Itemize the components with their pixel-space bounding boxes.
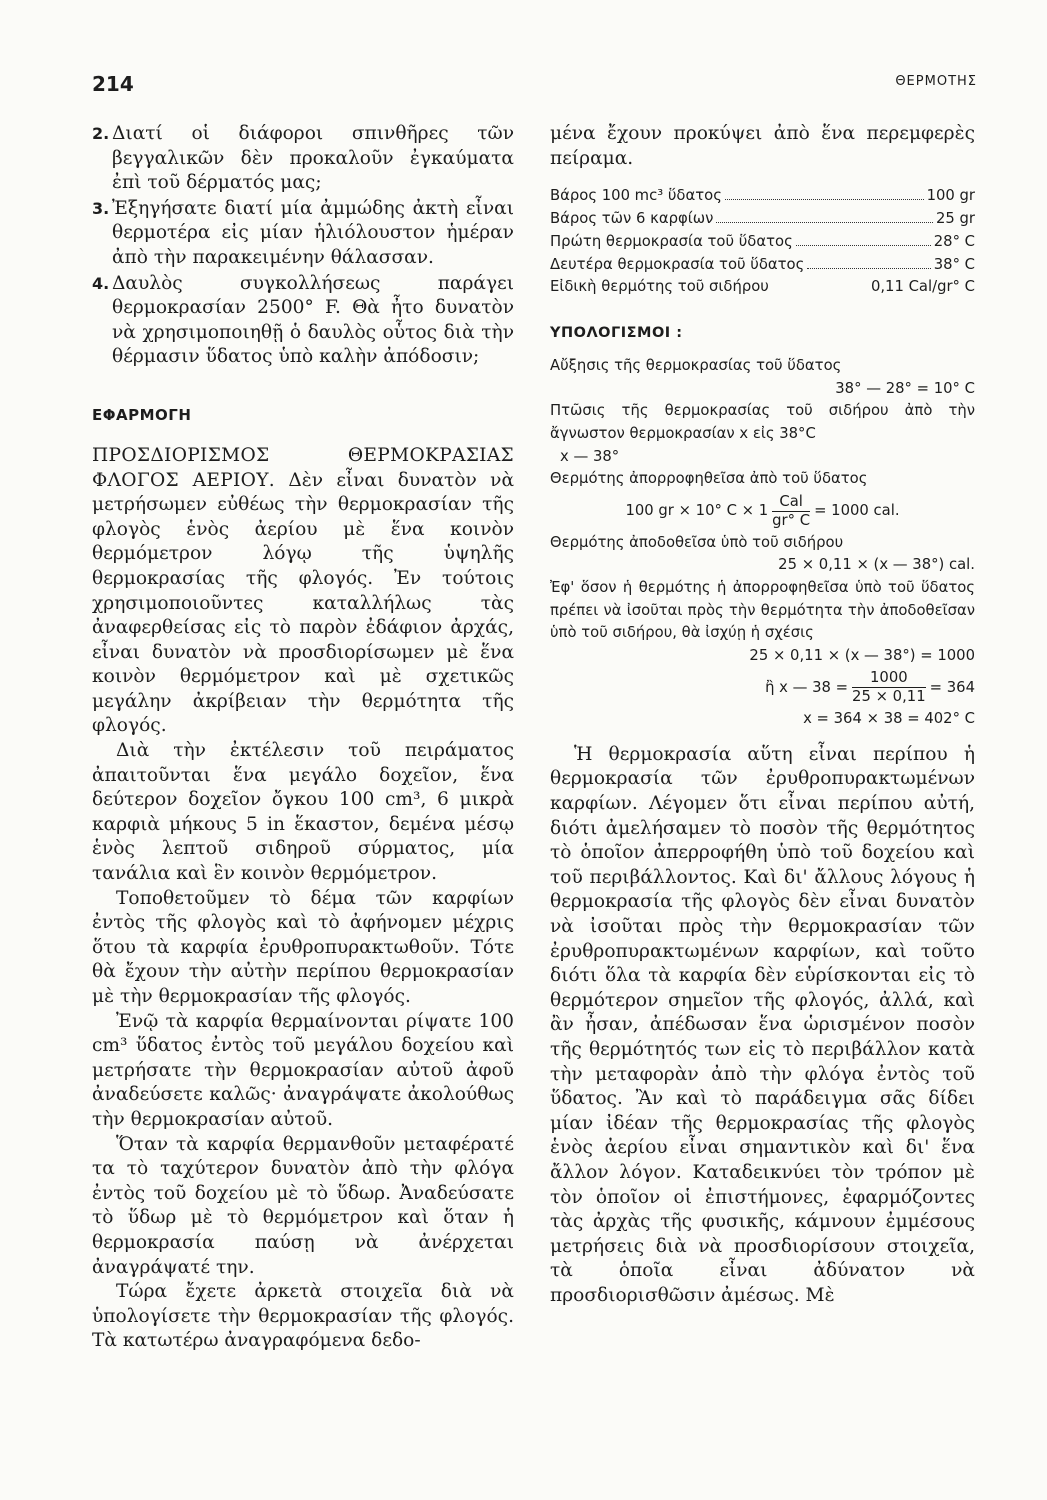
equation-right: = 1000 cal. — [814, 501, 900, 519]
question-number: 4. — [92, 273, 110, 293]
running-title: ΘΕΡΜΟΤΗΣ — [895, 74, 977, 89]
right-column — [550, 122, 975, 1309]
fraction-numerator: Cal — [772, 493, 810, 512]
data-value: 38° C — [933, 255, 975, 273]
data-value: 0,11 Cal/gr° C — [870, 278, 975, 296]
section-paragraph: Τοποθετοῦμεν τὸ δέμα τῶν καρφίων ἐντὸς τῆς φλογὸς καὶ τὸ ἀφήνομεν μέχρις ὅτου τὰ καρφία ἐρυθροπυρακτωθοῦν. Τότε θὰ ἔχουν τὴν αὐτὴν περίπου θερμοκρασίαν μὲ τὴν θερμοκρασίαν τῆς φλογός. — [92, 887, 514, 1007]
calc-equation — [550, 493, 975, 530]
page-header — [92, 72, 977, 106]
data-row — [550, 276, 975, 299]
section-text: Δὲν εἶναι δυνατὸν νὰ μετρήσωμεν εὐθέως τὴν θερμοκρασίαν τῆς φλογὸς ἑνὸς ἀερίου μὲ ἕνα κοινὸν θερμόμετρον λόγῳ τῆς ὑψηλῆς θερμοκρασίας τῆς φλογός. Ἐν τούτοις χρησιμοποιοῦντες καταλλήλως τὰς ἀναφερθείσας εἰς τὸ παρὸν ἐδάφιον ἀρχάς, εἶναι δυνατὸν νὰ προσδιορίσωμεν μὲ ἕνα κοινὸν θερμόμετρον καὶ μὲ σχετικῶς μεγάλην ἀκρίβειαν τὴν θερμότητα τῆς φλογός. — [92, 469, 514, 737]
equation-right: = 364 — [929, 678, 975, 696]
data-row — [550, 231, 975, 254]
page-number: 214 — [92, 72, 134, 96]
conclusion-paragraph: Ἡ θερμοκρασία αὕτη εἶναι περίπου ἡ θερμοκρασία τῶν ἐρυθροπυρακτωμένων καρφίων. Λέγομεν ὅτι εἶναι περίπου αὐτή, διότι ἀμελήσαμεν τὸ ποσὸν τῆς θερμότητος τὸ ὁποῖον ἀπερροφήθη ὑπὸ τοῦ δοχείου καὶ τοῦ περιβάλλοντος. Καὶ δι' ἄλλους λόγους ἡ θερμοκρασία τῆς φλογὸς δὲν εἶναι δυνατὸν νὰ ἰσοῦται πρὸς τὴν θερμοκρασίαν τῶν ἐρυθροπυρακτωμένων καρφίων, καὶ τοῦτο διότι ὅλα τὰ καρφία δὲν εὑρίσκονται εἰς τὸ θερμότερον σημεῖον τῆς φλογός, ἀλλά, καὶ ἂν ἦσαν, ἀπέδωσαν ἕνα ὡρισμένον ποσὸν τῆς θερμότητός των εἰς τὸ περιβάλλον κατὰ τὴν μεταφορὰν ἀπὸ τὴν φλόγα ἐντὸς τοῦ ὕδατος. Ἂν καὶ τὸ παράδειγμα σᾶς δίδει μίαν ἰδέαν τῆς θερμοκρασίας τῆς φλογὸς ἑνὸς ἀερίου εἶναι σημαντικὸν καὶ δι' ἕνα ἄλλον λόγον. Καταδεικνύει τὸν τρόπον μὲ τὸν ὁποῖον οἱ ἐπιστήμονες, ἐφαρμόζοντες τὰς ἀρχὰς τῆς φυσικῆς, κάμνουν ἐμμέσους μετρήσεις διὰ νὰ προσδιορίσουν στοιχεῖα, τὰ ὁποῖα εἶναι ἀδύνατον νὰ προσδιορισθῶσιν ἀμέσως. Μὲ — [550, 743, 975, 1306]
fraction-denominator: gr° C — [772, 511, 811, 529]
data-row — [550, 254, 975, 277]
calc-equation: 38° — 28° = 10° C — [835, 379, 975, 397]
calc-line: Θερμότης ἀποδοθεῖσα ὑπὸ τοῦ σιδήρου — [550, 533, 844, 551]
equation-left: 100 gr × 10° C × 1 — [625, 501, 769, 519]
calculations — [550, 355, 975, 731]
fraction-denominator: 25 × 0,11 — [852, 688, 926, 706]
question-text: Ἐξηγήσατε διατί μία ἀμμώδης ἀκτὴ εἶναι θερμοτέρα εἰς μίαν ἡλιόλουστον ἡμέραν ἀπὸ τὴν παρακειμένην θάλασσαν. — [112, 197, 514, 268]
section-paragraph: Ὅταν τὰ καρφία θερμανθοῦν μεταφέρατέ τα τὸ ταχύτερον δυνατὸν ἀπὸ τὴν φλόγα ἐντὸς τοῦ δοχείου μὲ τὸ ὕδωρ. Ἀναδεύσατε τὸ ὕδωρ μὲ τὸ θερμόμετρον καὶ ὅταν ἡ θερμοκρασία παύσῃ νὰ ἀνέρχεται ἀναγράψατέ την. — [92, 1133, 514, 1278]
data-label: Δευτέρα θερμοκρασία τοῦ ὕδατος — [550, 255, 805, 273]
question-text: Δαυλὸς συγκολλήσεως παράγει θερμοκρασίαν 2500° F. Θὰ ἦτο δυνατὸν νὰ χρησιμοποιηθῇ ὁ δαυλὸς οὗτος διὰ τὴν θέρμασιν ὕδατος ὑπὸ καλὴν ἀπόδοσιν; — [112, 272, 514, 368]
calc-equation: 25 × 0,11 × (x — 38°) cal. — [778, 556, 975, 574]
section-paragraph — [92, 444, 514, 739]
question-number: 3. — [92, 198, 110, 218]
data-label: Βάρος 100 mc³ ὕδατος — [550, 187, 722, 205]
continued-text: μένα ἔχουν προκύψει ἀπὸ ἕνα περεμφερὲς πείραμα. — [550, 123, 975, 169]
question-item — [92, 197, 514, 271]
data-label: Πρώτη θερμοκρασία τοῦ ὕδατος — [550, 232, 793, 250]
section-title: ΕΦΑΡΜΟΓΗ — [92, 405, 192, 424]
leader-dots — [725, 199, 924, 200]
question-list — [92, 122, 514, 370]
leader-dots — [716, 222, 933, 223]
calc-line: Αὔξησις τῆς θερμοκρασίας τοῦ ὕδατος — [550, 357, 842, 375]
data-value: 100 gr — [926, 187, 975, 205]
leader-dots — [807, 268, 930, 269]
section-paragraph: Διὰ τὴν ἐκτέλεσιν τοῦ πειράματος ἀπαιτοῦνται ἕνα μεγάλο δοχεῖον, ἕνα δεύτερον δοχεῖον ὄγκου 100 cm³, 6 μικρὰ καρφιὰ μήκους 5 in ἕκαστον, δεμένα μέσῳ ἑνὸς λεπτοῦ σιδηροῦ σύρματος, μία τανάλια καὶ ἓν κοινὸν θερμόμετρον. — [92, 740, 514, 885]
calc-line: Θερμότης ἀπορροφηθεῖσα ἀπὸ τοῦ ὕδατος — [550, 470, 868, 488]
data-row — [550, 185, 975, 208]
unit-fraction — [772, 493, 810, 530]
question-number: 2. — [92, 124, 110, 143]
data-row — [550, 208, 975, 231]
data-label: Βάρος τῶν 6 καρφίων — [550, 209, 714, 227]
data-value: 28° C — [933, 232, 975, 250]
calc-equation: x — 38° — [560, 447, 620, 465]
question-text: Διατί οἱ διάφοροι σπινθῆρες τῶν βεγγαλικῶν δὲν προκαλοῦν ἐγκαύματα ἐπὶ τοῦ δέρματός μας; — [112, 123, 514, 194]
calc-line: Ἐφ' ὅσον ἡ θερμότης ἡ ἀπορροφηθεῖσα ὑπὸ τοῦ ὕδατος πρέπει νὰ ἰσοῦται πρὸς τὴν θερμότητα τὴν ἀποδοθεῖσαν ὑπὸ τοῦ σιδήρου, θὰ ἰσχύῃ ἡ σχέσις — [550, 578, 975, 642]
data-label: Εἰδικὴ θερμότης τοῦ σιδήρου — [550, 278, 769, 296]
data-value: 25 gr — [935, 209, 975, 227]
leader-dots — [796, 245, 931, 246]
section-lead: ΠΡΟΣΔΙΟΡΙΣΜΟΣ ΘΕΡΜΟΚΡΑΣΙΑΣ ΦΛΟΓΟΣ ΑΕΡΙΟΥ. — [92, 444, 514, 491]
data-list — [550, 185, 975, 299]
section-paragraph: Ἐνῷ τὰ καρφία θερμαίνονται ρίψατε 100 cm³ ὕδατος ἐντὸς τοῦ μεγάλου δοχείου καὶ μετρήσατε τὴν θερμοκρασίαν αὐτοῦ ἀφοῦ ἀναδεύσετε καλῶς· ἀναγράψατε ἀκολούθως τὴν θερμοκρασίαν αὐτοῦ. — [92, 1010, 514, 1130]
fraction-numerator: 1000 — [852, 669, 926, 688]
calculations-title: ΥΠΟΛΟΓΙΣΜΟΙ : — [550, 325, 683, 342]
section-paragraph: Τώρα ἔχετε ἀρκετὰ στοιχεῖα διὰ νὰ ὑπολογίσετε τὴν θερμοκρασίαν τῆς φλογός. Τὰ κατωτέρω ἀναγραφόμενα δεδο- — [92, 1281, 514, 1352]
value-fraction — [852, 669, 926, 706]
calc-equation: 25 × 0,11 × (x — 38°) = 1000 — [749, 646, 975, 664]
question-item — [92, 272, 514, 370]
question-item — [92, 122, 514, 196]
left-column — [92, 122, 514, 1354]
calc-line: Πτῶσις τῆς θερμοκρασίας τοῦ σιδήρου ἀπὸ τὴν ἄγνωστον θερμοκρασίαν x εἰς 38°C — [550, 402, 975, 442]
equation-left: ἢ x — 38 = — [765, 678, 849, 696]
calc-equation — [550, 669, 975, 706]
calc-equation: x = 364 × 38 = 402° C — [803, 710, 975, 728]
